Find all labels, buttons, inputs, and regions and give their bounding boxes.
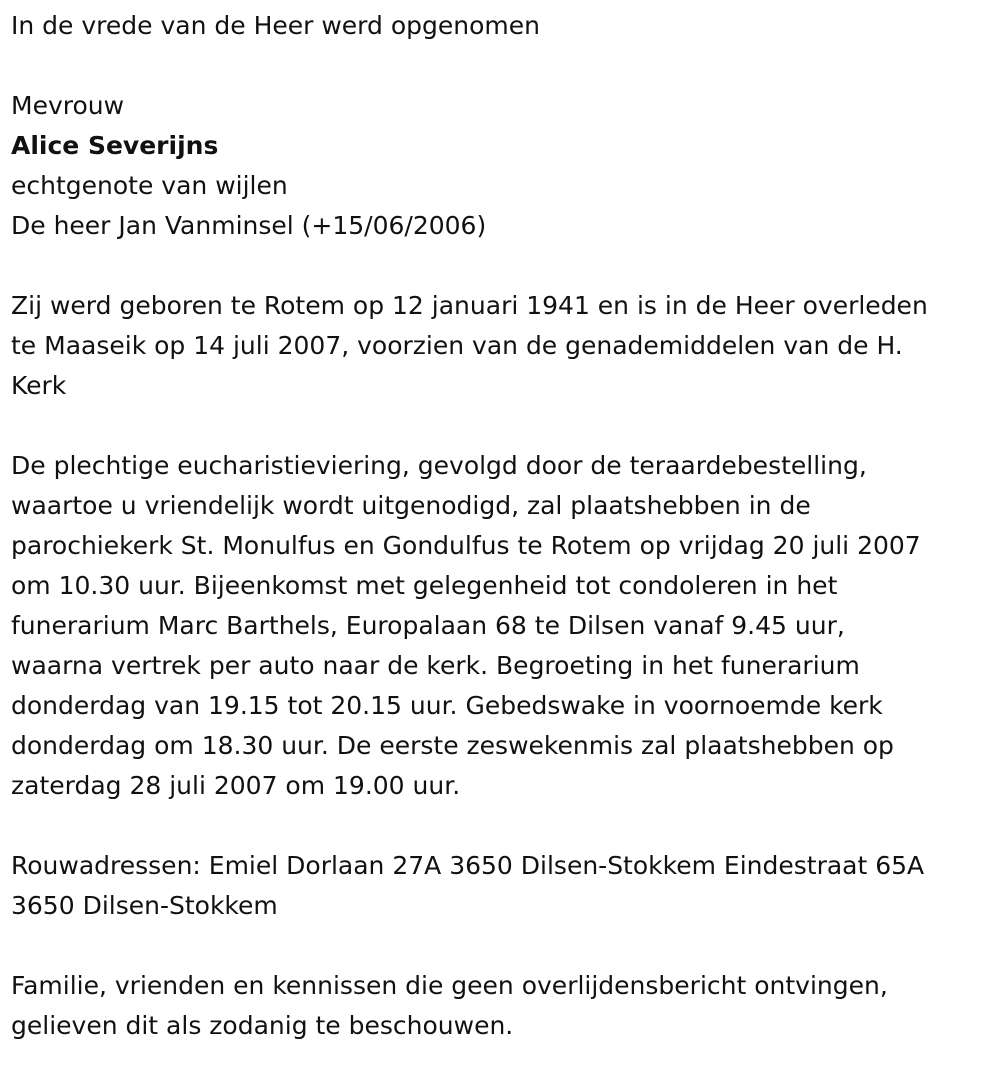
paragraph-line: Rouwadressen: Emiel Dorlaan 27A 3650 Dilsen-Stokkem Eindestraat 65A [11,851,925,880]
paragraph-line: om 10.30 uur. Bijeenkomst met gelegenheid tot condoleren in het [11,571,838,600]
ceremony-paragraph [11,446,990,806]
paragraph-line: waartoe u vriendelijk wordt uitgenodigd, zal plaatshebben in de [11,491,811,520]
paragraph-line: parochiekerk St. Monulfus en Gondulfus te Rotem op vrijdag 20 juli 2007 [11,531,921,560]
salutation: Mevrouw [11,91,125,120]
paragraph-line: Zij werd geboren te Rotem op 12 januari 1941 en is in de Heer overleden [11,291,928,320]
spacer [11,926,990,966]
paragraph-line: waarna vertrek per auto naar de kerk. Begroeting in het funerarium [11,651,860,680]
paragraph-line: Familie, vrienden en kennissen die geen overlijdensbericht ontvingen, [11,971,888,1000]
paragraph-line: donderdag van 19.15 tot 20.15 uur. Gebedswake in voornoemde kerk [11,691,883,720]
spouse-text: De heer Jan Vanminsel (+15/06/2006) [11,211,487,240]
closing-paragraph [11,966,990,1046]
spacer [11,406,990,446]
spacer [11,246,990,286]
addresses-paragraph [11,846,990,926]
spacer [11,46,990,86]
birth-death-paragraph [11,286,990,406]
paragraph-line: funerarium Marc Barthels, Europalaan 68 te Dilsen vanaf 9.45 uur, [11,611,845,640]
paragraph-line: Kerk [11,371,67,400]
paragraph-line: gelieven dit als zodanig te beschouwen. [11,1011,514,1040]
relation-text: echtgenote van wijlen [11,171,288,200]
paragraph-line: te Maaseik op 14 juli 2007, voorzien van de genademiddelen van de H. [11,331,903,360]
deceased-name: Alice Severijns [11,131,219,160]
paragraph-line: zaterdag 28 juli 2007 om 19.00 uur. [11,771,461,800]
paragraph-line: donderdag om 18.30 uur. De eerste zeswekenmis zal plaatshebben op [11,731,894,760]
intro-text: In de vrede van de Heer werd opgenomen [11,11,540,40]
paragraph-line: 3650 Dilsen-Stokkem [11,891,278,920]
paragraph-line: De plechtige eucharistieviering, gevolgd door de teraardebestelling, [11,451,867,480]
spacer [11,806,990,846]
